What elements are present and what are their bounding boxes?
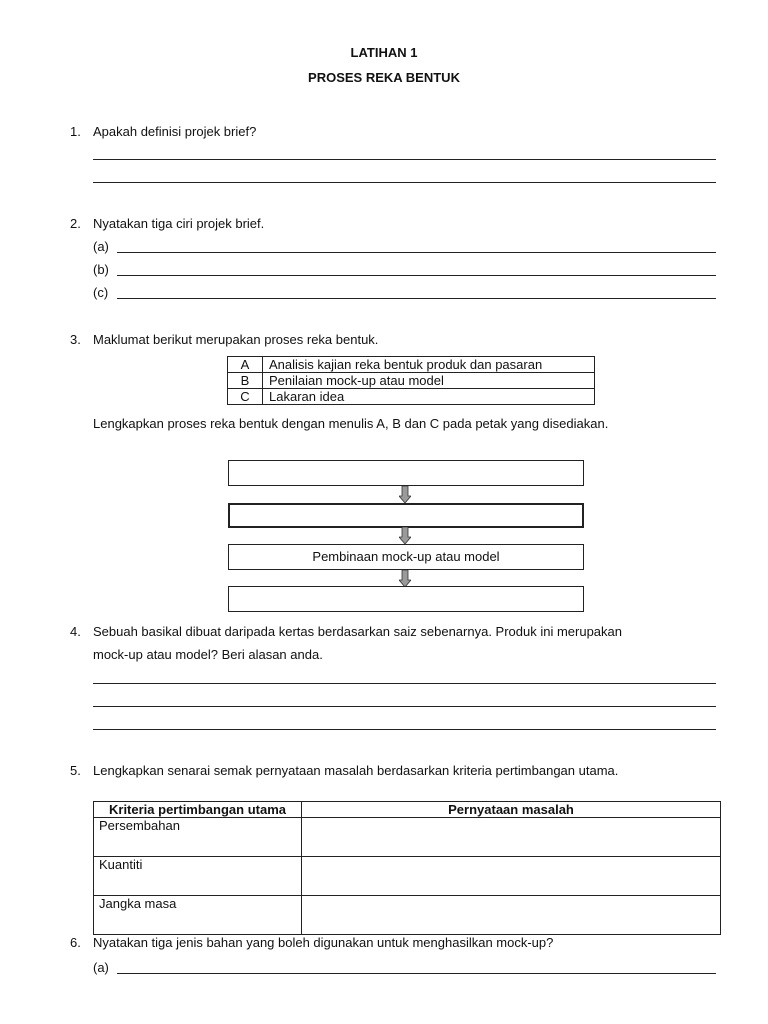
- answer-line: [117, 275, 716, 276]
- question-3-instruction: Lengkapkan proses reka bentuk dengan menulis A, B dan C pada petak yang disediakan.: [93, 416, 609, 431]
- question-4-number: 4.: [70, 624, 81, 639]
- table-row: [94, 857, 721, 896]
- statement-cell[interactable]: [302, 896, 721, 935]
- criteria-cell: Persembahan: [94, 818, 302, 857]
- answer-line: [93, 182, 716, 183]
- criteria-cell: Jangka masa: [94, 896, 302, 935]
- legend-key: C: [228, 389, 263, 405]
- answer-line: [93, 159, 716, 160]
- legend-key: B: [228, 373, 263, 389]
- statement-cell[interactable]: [302, 818, 721, 857]
- question-6-text: Nyatakan tiga jenis bahan yang boleh digunakan untuk menghasilkan mock-up?: [93, 935, 554, 950]
- answer-label-b: (b): [93, 262, 109, 277]
- question-3-number: 3.: [70, 332, 81, 347]
- flow-box-2[interactable]: [228, 503, 584, 528]
- question-4-text-line2: mock-up atau model? Beri alasan anda.: [93, 647, 323, 662]
- answer-line: [93, 683, 716, 684]
- arrow-down-icon: [399, 570, 411, 587]
- worksheet-title: LATIHAN 1: [350, 45, 418, 60]
- answer-label-c: (c): [93, 285, 109, 300]
- question-5-text: Lengkapkan senarai semak pernyataan masalah berdasarkan kriteria pertimbangan utama.: [93, 763, 619, 778]
- question-5-number: 5.: [70, 763, 81, 778]
- arrow-down-icon: [399, 486, 411, 503]
- answer-line: [117, 252, 716, 253]
- question-2-text: Nyatakan tiga ciri projek brief.: [93, 216, 265, 231]
- legend-value: Penilaian mock-up atau model: [263, 373, 595, 389]
- legend-value: Analisis kajian reka bentuk produk dan pasaran: [263, 357, 595, 373]
- flow-box-4[interactable]: [228, 586, 584, 612]
- question-2-number: 2.: [70, 216, 81, 231]
- table-row: [94, 818, 721, 857]
- answer-line: [93, 706, 716, 707]
- question-3-text: Maklumat berikut merupakan proses reka bentuk.: [93, 332, 379, 347]
- criteria-cell: Kuantiti: [94, 857, 302, 896]
- arrow-down-icon: [399, 527, 411, 544]
- answer-line: [93, 729, 716, 730]
- answer-line: [117, 298, 716, 299]
- question-1-number: 1.: [70, 124, 81, 139]
- legend-row: [228, 389, 595, 405]
- question-4-text-line1: Sebuah basikal dibuat daripada kertas berdasarkan saiz sebenarnya. Produk ini merupakan: [93, 624, 622, 639]
- statement-header: Pernyataan masalah: [302, 802, 721, 818]
- worksheet-subtitle: PROSES REKA BENTUK: [308, 70, 460, 85]
- flow-box-3: Pembinaan mock-up atau model: [228, 544, 584, 570]
- question-1-text: Apakah definisi projek brief?: [93, 124, 257, 139]
- answer-line: [117, 973, 716, 974]
- legend-table: [227, 356, 595, 405]
- answer-label-a: (a): [93, 239, 109, 254]
- table-row: [94, 896, 721, 935]
- criteria-header: Kriteria pertimbangan utama: [94, 802, 302, 818]
- statement-cell[interactable]: [302, 857, 721, 896]
- legend-value: Lakaran idea: [263, 389, 595, 405]
- criteria-header-row: [94, 802, 721, 818]
- flow-box-1[interactable]: [228, 460, 584, 486]
- criteria-table: [93, 801, 721, 935]
- answer-label-a: (a): [93, 960, 109, 975]
- legend-row: [228, 373, 595, 389]
- legend-key: A: [228, 357, 263, 373]
- question-6-number: 6.: [70, 935, 81, 950]
- legend-row: [228, 357, 595, 373]
